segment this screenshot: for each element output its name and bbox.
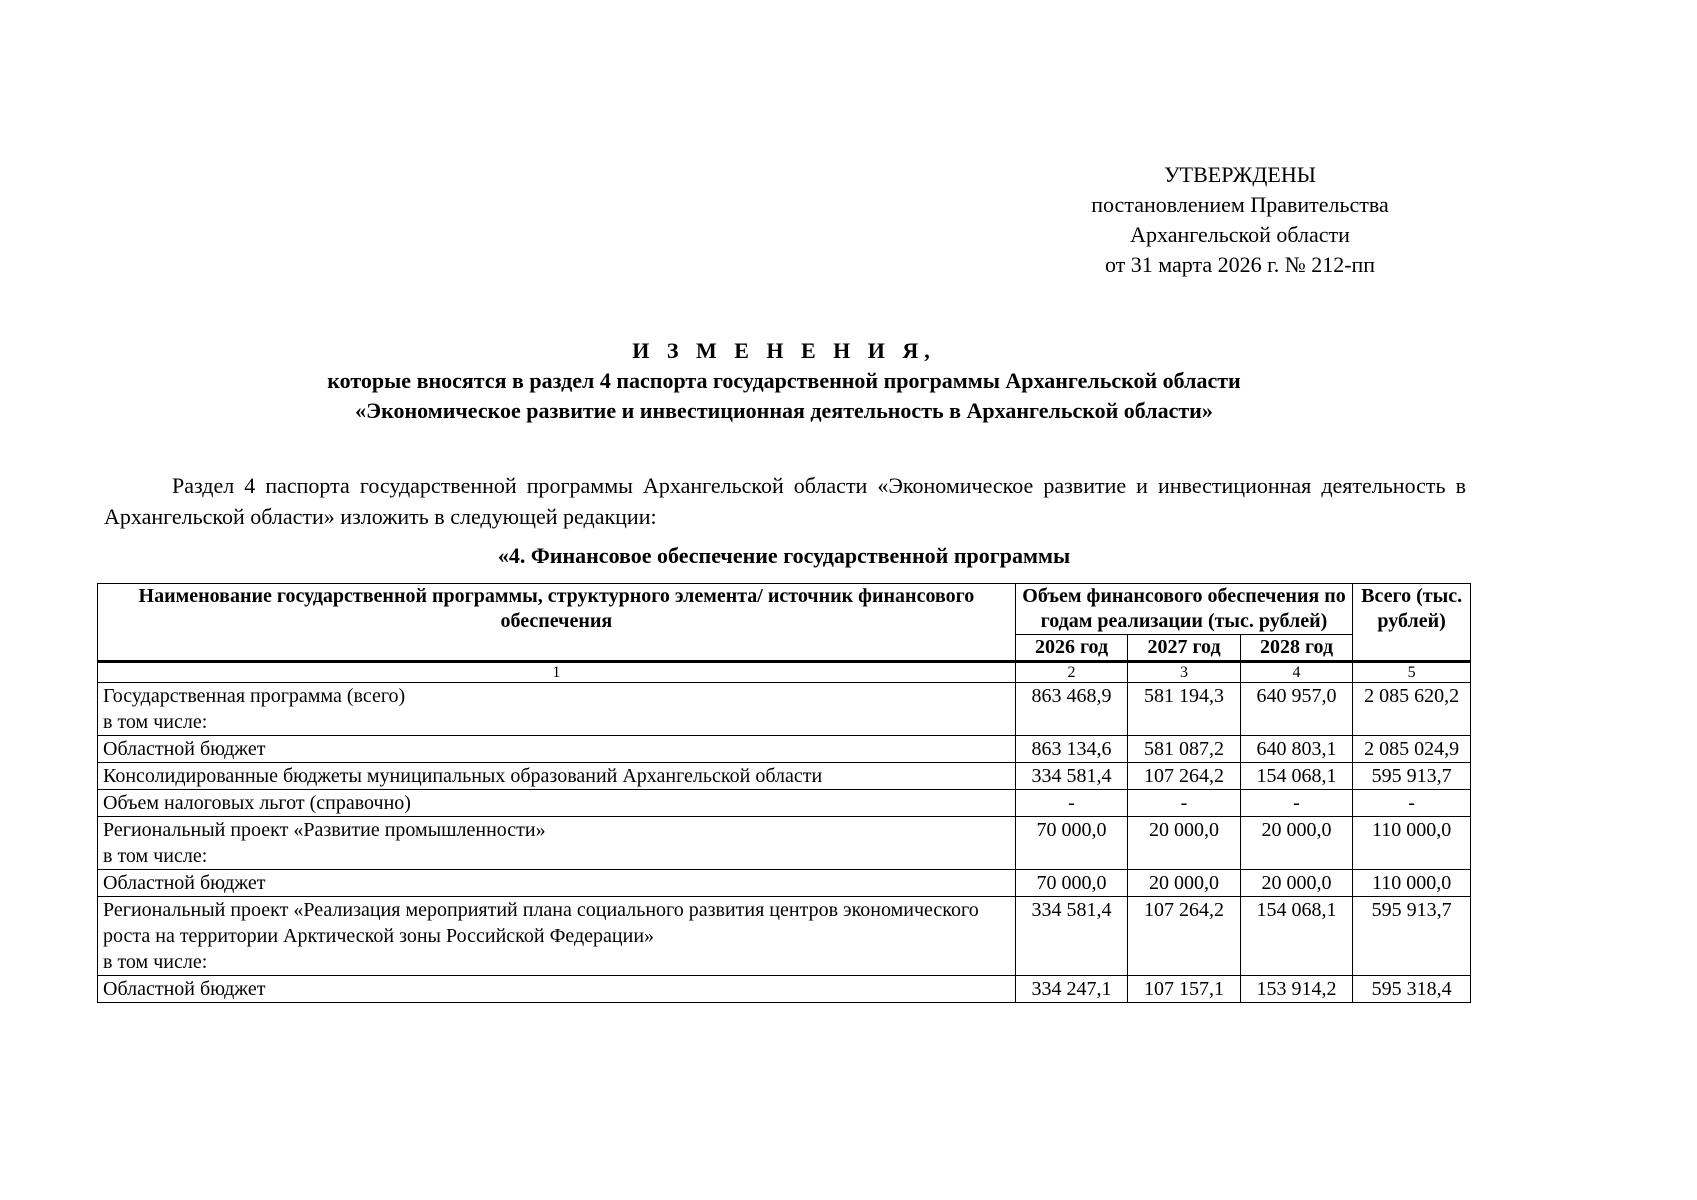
value-total: -	[1353, 790, 1471, 817]
document-heading	[100, 336, 1468, 426]
table-row	[98, 763, 1471, 790]
value-total: 595 913,7	[1353, 897, 1471, 976]
value-2027: 20 000,0	[1128, 870, 1241, 897]
table-row	[98, 736, 1471, 763]
column-number: 5	[1353, 662, 1471, 683]
value-2028: 640 957,0	[1240, 683, 1353, 736]
table-row	[98, 683, 1471, 736]
column-number: 2	[1015, 662, 1128, 683]
value-2027: 107 264,2	[1128, 897, 1241, 976]
document-subtitle: «Экономическое развитие и инвестиционная деятельность в Архангельской области»	[355, 398, 1213, 423]
table-row	[98, 897, 1471, 976]
value-2026: 334 247,1	[1015, 976, 1128, 1003]
value-2027: 107 157,1	[1128, 976, 1241, 1003]
value-2026: -	[1015, 790, 1128, 817]
value-2026: 334 581,4	[1015, 897, 1128, 976]
table-row	[98, 790, 1471, 817]
value-2026: 334 581,4	[1015, 763, 1128, 790]
value-2026: 70 000,0	[1015, 817, 1128, 870]
header-year: 2027 год	[1128, 635, 1241, 662]
value-2028: -	[1240, 790, 1353, 817]
row-name: Государственная программа (всего) в том числе:	[98, 683, 1016, 736]
row-name: Областной бюджет	[98, 976, 1016, 1003]
value-2028: 153 914,2	[1240, 976, 1353, 1003]
approval-date: от 31 марта 2026 г. № 212-пп	[1104, 252, 1376, 277]
document-title: И З М Е Н Е Н И Я,	[632, 338, 936, 363]
value-total: 595 913,7	[1353, 763, 1471, 790]
value-2027: 581 087,2	[1128, 736, 1241, 763]
value-2028: 20 000,0	[1240, 870, 1353, 897]
value-total: 110 000,0	[1353, 870, 1471, 897]
value-total: 2 085 620,2	[1353, 683, 1471, 736]
value-2026: 863 468,9	[1015, 683, 1128, 736]
table-row	[98, 870, 1471, 897]
value-2027: 107 264,2	[1128, 763, 1241, 790]
value-2028: 20 000,0	[1240, 817, 1353, 870]
table-row	[98, 976, 1471, 1003]
value-2026: 70 000,0	[1015, 870, 1128, 897]
value-2027: 20 000,0	[1128, 817, 1241, 870]
row-name: Областной бюджет	[98, 736, 1016, 763]
intro-paragraph: Раздел 4 паспорта государственной программы Архангельской области «Экономическое развитие и инвестиционная деятельность в Архангельской области» изложить в следующей редакции:	[104, 473, 1466, 529]
row-name: Объем налоговых льгот (справочно)	[98, 790, 1016, 817]
value-total: 595 318,4	[1353, 976, 1471, 1003]
row-name: Региональный проект «Развитие промышленности» в том числе:	[98, 817, 1016, 870]
value-2027: -	[1128, 790, 1241, 817]
section-title: «4. Финансовое обеспечение государственной программы	[497, 543, 1071, 568]
approval-block	[1040, 160, 1440, 280]
column-number: 1	[98, 662, 1016, 683]
row-name: Областной бюджет	[98, 870, 1016, 897]
value-2028: 154 068,1	[1240, 763, 1353, 790]
approval-line: Архангельской области	[1130, 222, 1350, 247]
table-row	[98, 817, 1471, 870]
approval-title: УТВЕРЖДЕНЫ	[1164, 162, 1316, 187]
column-number: 4	[1240, 662, 1353, 683]
document-subtitle: которые вносятся в раздел 4 паспорта государственной программы Архангельской области	[327, 368, 1241, 393]
financing-table	[97, 583, 1471, 1003]
value-2028: 154 068,1	[1240, 897, 1353, 976]
approval-line: постановлением Правительства	[1091, 192, 1389, 217]
header-name: Наименование государственной программы, структурного элемента/ источник финансового обеспечения	[98, 584, 1016, 662]
value-total: 110 000,0	[1353, 817, 1471, 870]
value-2027: 581 194,3	[1128, 683, 1241, 736]
row-name: Консолидированные бюджеты муниципальных образований Архангельской области	[98, 763, 1016, 790]
value-2028: 640 803,1	[1240, 736, 1353, 763]
value-2026: 863 134,6	[1015, 736, 1128, 763]
row-name: Региональный проект «Реализация мероприятий плана социального развития центров экономического роста на территории Арктической зоны Российской Федерации» в том числе:	[98, 897, 1016, 976]
header-volume: Объем финансового обеспечения по годам реализации (тыс. рублей)	[1015, 584, 1353, 635]
table-body	[98, 683, 1471, 1003]
value-total: 2 085 024,9	[1353, 736, 1471, 763]
header-year: 2026 год	[1015, 635, 1128, 662]
header-total: Всего (тыс. рублей)	[1353, 584, 1471, 662]
column-number: 3	[1128, 662, 1241, 683]
header-year: 2028 год	[1240, 635, 1353, 662]
